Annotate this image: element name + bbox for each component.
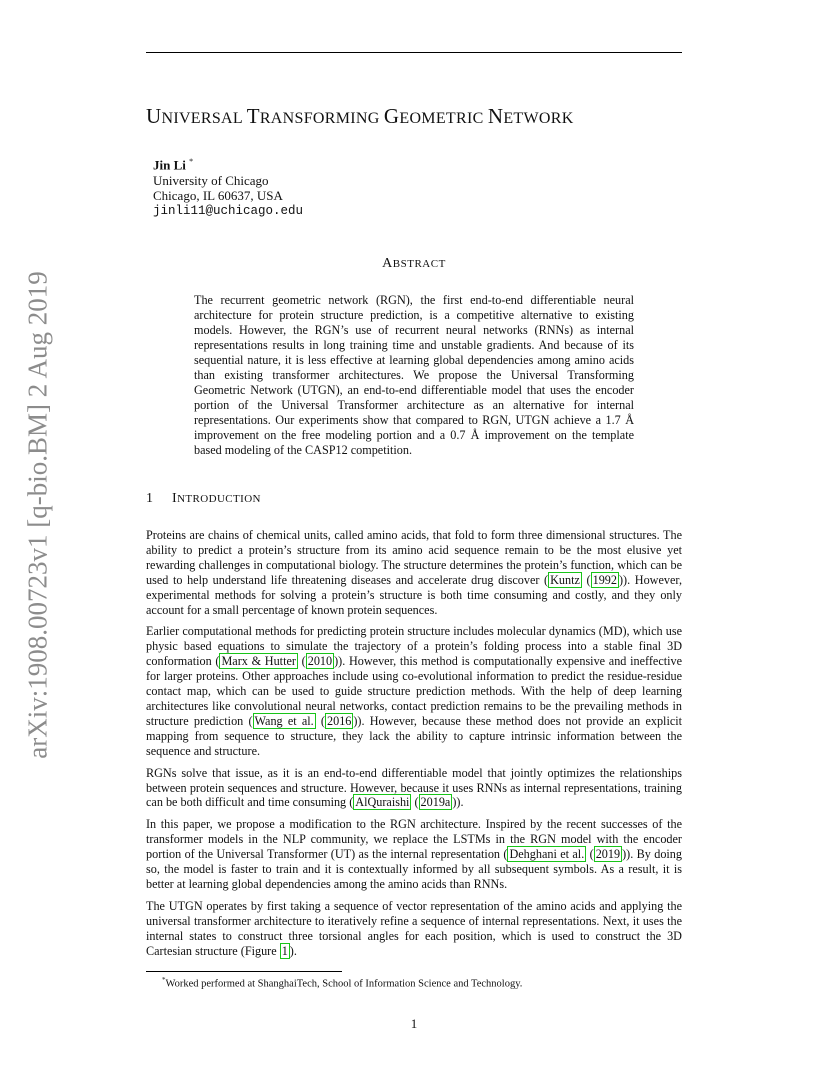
section-heading-introduction: 1 INTRODUCTION [146,491,261,506]
paragraph: The UTGN operates by first taking a sequence of vector representation of the amino acids and applying the universal transformer architecture to iteratively refine a sequence of internal representations. Next, it uses the internal states to construct three torsional angles for each position, which is used to construct the 3D Cartesian structure (Figure 1 ). [146,898,682,958]
author-email: jinli11@uchicago.edu [153,203,304,218]
author-block [153,154,303,219]
citation-link[interactable]: 2010 [307,654,333,669]
author-name: Jin Li [153,157,186,173]
abstract-text: The recurrent geometric network (RGN), the first end-to-end differentiable neural architecture for protein structure prediction, is a competitive alternative to existing models. However, the RGN’s use of recurrent neural networks (RNNs) as internal representations results in long training time and unstable gradients. And because of its sequential nature, it is less effective at learning global dependencies among amino acids than existing transformer architectures. We propose the Universal Transforming Geometric Network (UTGN), an end-to-end differentiable model that uses the encoder portion of the Universal Transformer architecture as an alternative for internal representations. Our experiments show that compared to RGN, UTGN achieve a 1.7 Å improvement on the free modeling portion and a 0.7 Å improvement on the template based modeling of the CASP12 competition. [194,293,634,457]
footnote [162,976,522,990]
citation-link[interactable]: AlQuraishi [355,795,410,810]
paragraph: RGNs solve that issue, as it is an end-to-end differentiable model that jointly optimizes the relationships between protein sequences and structure. However, because it uses RNNs as internal representations, training can be both difficult and time consuming ( AlQuraishi ( 2019a )). [146,765,682,810]
author-affiliation: University of Chicago [153,172,269,188]
citation-link[interactable]: Wang et al. [254,713,314,728]
abstract-heading: ABSTRACT [382,256,446,271]
citation-link[interactable]: Marx & Hutter [221,654,296,669]
author-footnote-marker: * [189,157,194,166]
citation-link[interactable]: 2019 [595,847,621,862]
arxiv-side-stamp [18,270,58,760]
introduction-body [146,528,682,965]
paragraph: Earlier computational methods for predicting protein structure includes molecular dynamics (MD), which use physic based equations to simulate the trajectory of a protein’s folding process into a stable final 3D conformation ( Marx & Hutter ( 2010 )). However, this method is computationally expensive and ineffective for larger proteins. Other approaches include using co-evolutional information to predict the residue-residue contact map, which can be used to guide structure prediction methods. With the help of deep learning architectures like convolutional neural networks, contact prediction remains to be the prevailing methods in structure prediction ( Wang et al. ( 2016 )). However, because these method does not provide an explicit mapping from sequence to structure, they lack the ability to capture intrinsic information between the sequence and structure. [146,624,683,758]
author-address: Chicago, IL 60637, USA [153,188,283,204]
footnote-rule [146,971,342,972]
citation-link[interactable]: 1992 [592,572,617,587]
arxiv-identifier: arXiv:1908.00723v1 [q-bio.BM] 2 Aug 2019 [22,271,53,759]
footnote-text: Worked performed at ShanghaiTech, School of Information Science and Technology. [165,978,523,990]
paragraph: In this paper, we propose a modification to the RGN architecture. Inspired by the recent successes of the transformer models in the NLP community, we replace the LSTMs in the RGN model with the encoder portion of the Universal Transformer (UT) as the internal representation ( Dehghani et al. ( 2019 )). By doing so, the model is faster to train and it is contextually informed by all subsequent symbols. As a result, it is better at learning global dependencies among the amino acids than RNNs. [146,817,682,891]
top-rule [146,52,682,53]
footnote-marker: * [162,976,166,984]
figure-reference-link[interactable]: 1 [281,943,288,958]
paragraph: Proteins are chains of chemical units, called amino acids, that fold to form three dimensional structures. The ability to predict a protein’s structure from its amino acid sequence remain to be the most elusive yet rewarding challenges in computational biology. The structure determines the protein’s function, which can be used to help understand life threatening diseases and accelerate drug discover ( Kuntz ( 1992 )). However, experimental methods for solving a protein’s structure is both time consuming and costly, and they only account for a small percentage of known protein sequences. [146,528,682,617]
citation-link[interactable]: Kuntz [550,572,580,587]
page-number: 1 [410,1016,418,1031]
paper-title: UNIVERSAL TRANSFORMING GEOMETRIC NETWORK [146,104,574,128]
citation-link[interactable]: 2019a [420,795,451,810]
citation-link[interactable]: 2016 [327,713,352,728]
section-number: 1 [146,491,154,506]
citation-link[interactable]: Dehghani et al. [509,847,585,862]
